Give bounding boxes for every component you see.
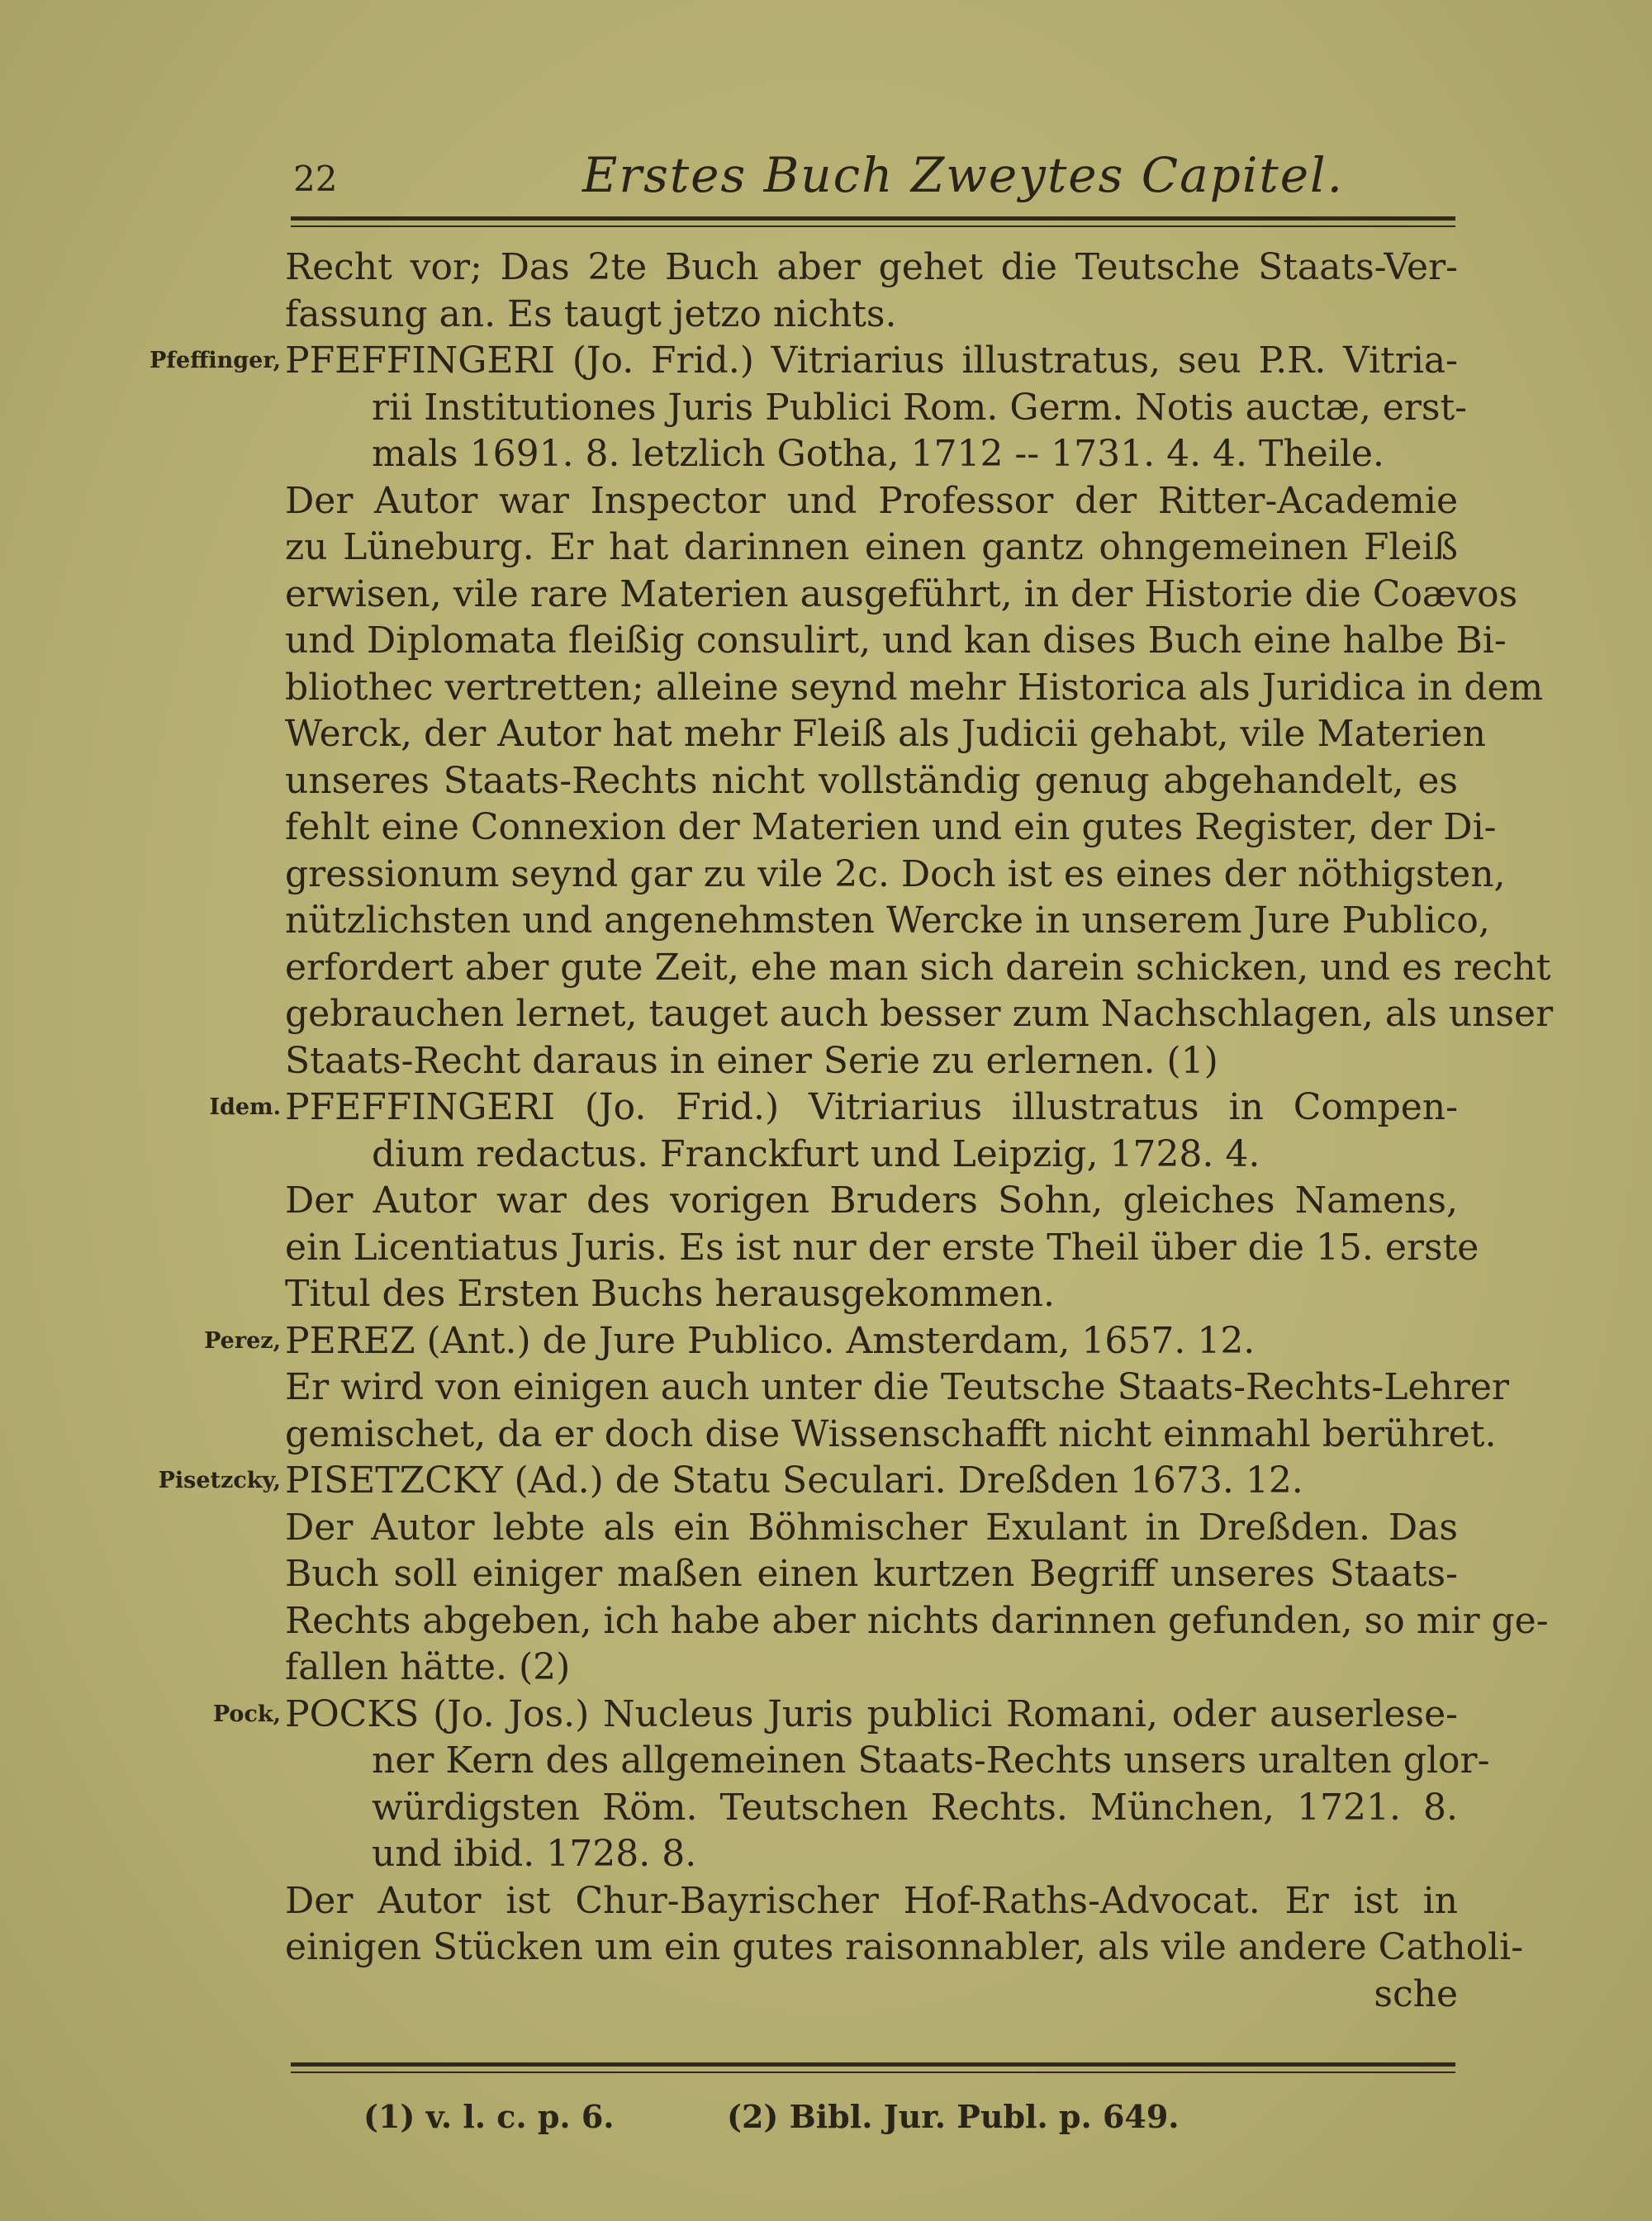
text-line: Recht vor; Das 2te Buch aber gehet die Teutsche Staats-Ver- [285, 246, 1458, 288]
entry-body-line: Staats-Recht daraus in einer Serie zu erlernen. (1) [285, 1039, 1218, 1082]
entry-body-line: gressionum seynd gar zu vile 2c. Doch ist es eines der nöthigsten, [285, 852, 1506, 895]
text-line: fassung an. Es taugt jetzo nichts. [285, 292, 897, 335]
entry-body-line: Buch soll einiger maßen einen kurtzen Begriff unseres Staats- [285, 1553, 1458, 1595]
entry-body-line: fehlt eine Connexion der Materien und ein gutes Register, der Di- [285, 806, 1497, 848]
entry-body-line: Rechts abgeben, ich habe aber nichts darinnen gefunden, so mir ge- [285, 1599, 1549, 1642]
entry-heading-line: und ibid. 1728. 8. [372, 1833, 697, 1875]
page-number: 22 [293, 159, 338, 199]
entry-body-line: erfordert aber gute Zeit, ehe man sich darein schicken, und es recht [285, 946, 1551, 989]
entry-heading-line: POCKS (Jo. Jos.) Nucleus Juris publici Romani, oder auserlese- [285, 1692, 1458, 1735]
entry-heading-line: PFEFFINGERI (Jo. Frid.) Vitriarius illustratus, seu P.R. Vitria- [285, 339, 1458, 382]
entry-body-line: zu Lüneburg. Er hat darinnen einen gantz ohngemeinen Fleiß [285, 526, 1458, 568]
footnote-rule [291, 2062, 1455, 2073]
entry-heading-line: mals 1691. 8. letzlich Gotha, 1712 -- 1731. 4. 4. Theile. [372, 433, 1384, 475]
entry-body-line: Der Autor lebte als ein Böhmischer Exulant in Dreßden. Das [285, 1506, 1458, 1549]
page-header [285, 140, 1458, 206]
entry-body-line: Werck, der Autor hat mehr Fleiß als Judicii gehabt, vile Materien [285, 713, 1486, 755]
entry-heading-line: rii Institutiones Juris Publici Rom. Germ. Notis auctæ, erst- [372, 386, 1467, 429]
continuation-text [285, 244, 1458, 338]
margin-label: Pisetzcky, [158, 1468, 281, 1493]
catchword: sche [1374, 1972, 1458, 2015]
entry-body-line: gemischet, da er doch dise Wissenschafft nicht einmahl berühret. [285, 1412, 1497, 1455]
bibliography-entry [204, 1318, 1509, 1459]
entry-heading-line: ner Kern des allgemeinen Staats-Rechts unsers uralten glor- [372, 1739, 1490, 1782]
entry-heading-line: würdigsten Röm. Teutschen Rechts. München, 1721. 8. [372, 1786, 1458, 1829]
entry-body-line: nützlichsten und angenehmsten Wercke in unserem Jure Publico, [285, 899, 1490, 942]
entry-body-line: ein Licentiatus Juris. Es ist nur der erste Theil über die 15. erste [285, 1226, 1479, 1269]
bibliography-entry [209, 1084, 1479, 1318]
entry-heading-line: PFEFFINGERI (Jo. Frid.) Vitriarius illustratus in Compen- [285, 1086, 1458, 1128]
entry-body-line: bliothec vertretten; alleine seynd mehr Historica als Juridica in dem [285, 666, 1544, 709]
bibliography-entry [212, 1692, 1524, 2019]
entry-body-line: unseres Staats-Rechts nicht vollständig genug abgehandelt, es [285, 759, 1458, 802]
entry-body-line: Der Autor war des vorigen Bruders Sohn, gleiches Namens, [285, 1179, 1458, 1222]
bibliography-entry [158, 1458, 1549, 1692]
entry-body-line: Titul des Ersten Buchs herausgekommen. [285, 1273, 1055, 1315]
margin-label: Pock, [212, 1701, 281, 1727]
header-rule [291, 216, 1455, 227]
entry-body-line: und Diplomata fleißig consulirt, und kan dises Buch eine halbe Bi- [285, 619, 1507, 662]
entry-heading-line: dium redactus. Franckfurt und Leipzig, 1728. 4. [372, 1132, 1260, 1175]
margin-label: Pfeffinger, [150, 348, 281, 373]
entry-heading-line: PISETZCKY (Ad.) de Statu Seculari. Dreßden 1673. 12. [285, 1459, 1303, 1502]
body-text [150, 244, 1554, 2018]
entry-heading-line: PEREZ (Ant.) de Jure Publico. Amsterdam, 1657. 12. [285, 1319, 1256, 1362]
entry-body-line: erwisen, vile rare Materien ausgeführt, in der Historie die Coævos [285, 572, 1518, 615]
entry-body-line: Der Autor ist Chur-Bayrischer Hof-Raths-Advocat. Er ist in [285, 1879, 1458, 1922]
entry-body-line: einigen Stücken um ein gutes raisonnabler, als vile andere Catholi- [285, 1926, 1524, 1968]
margin-label: Perez, [204, 1327, 281, 1354]
margin-label: Idem. [209, 1094, 281, 1120]
running-title: Erstes Buch Zweytes Capitel. [582, 147, 1345, 203]
footnote-1: (1) v. l. c. p. 6. [363, 2098, 615, 2135]
entry-body-line: Der Autor war Inspector und Professor der Ritter-Academie [285, 479, 1458, 522]
footnote-2: (2) Bibl. Jur. Publ. p. 649. [727, 2098, 1180, 2135]
entry-body-line: gebrauchen lernet, tauget auch besser zum Nachschlagen, als unser [285, 993, 1554, 1035]
entry-body-line: Er wird von einigen auch unter die Teutsche Staats-Rechts-Lehrer [285, 1366, 1509, 1408]
entry-body-line: fallen hätte. (2) [285, 1646, 571, 1688]
bibliography-entry [150, 338, 1554, 1084]
